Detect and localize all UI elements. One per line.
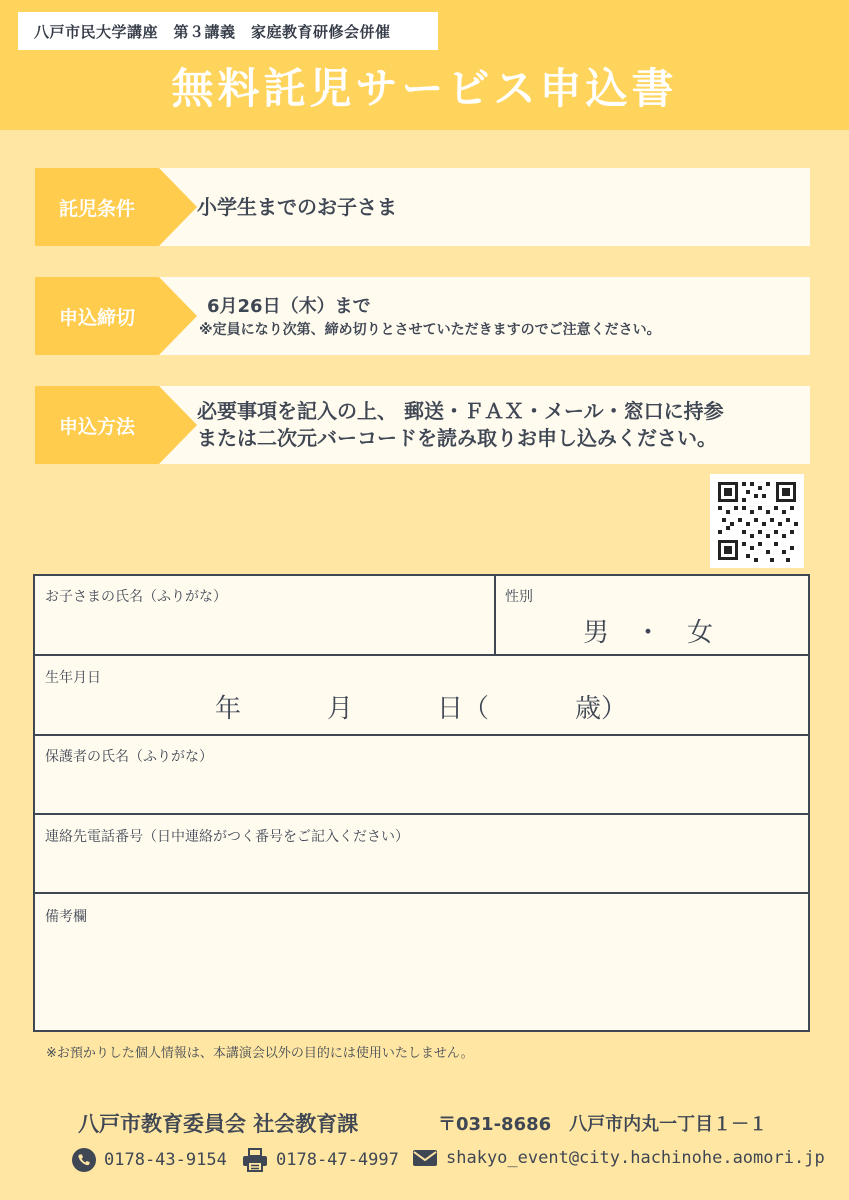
birth-year-unit: 年	[215, 694, 242, 724]
mail-icon	[412, 1148, 438, 1168]
method-line-1: 必要事項を記入の上、 郵送・ＦＡＸ・メール・窓口に持参	[197, 399, 724, 423]
qr-code[interactable]	[710, 474, 804, 568]
fax-icon	[242, 1148, 268, 1172]
privacy-note: ※お預かりした個人情報は、本講演会以外の目的には使用いたしません。	[46, 1046, 474, 1061]
event-subtitle: 八戸市民大学講座 第３講義 家庭教育研修会併催	[18, 12, 438, 50]
form-divider-3	[35, 813, 808, 815]
condition-tag: 託児条件	[35, 168, 159, 246]
method-tag-arrow	[159, 386, 197, 464]
info-row-deadline	[35, 277, 810, 355]
deadline-note: ※定員になり次第、締め切りとさせていただきますのでご注意ください。	[199, 321, 661, 338]
application-form	[33, 574, 810, 1032]
birth-day-unit: 日（	[437, 694, 490, 724]
email-contact	[412, 1148, 825, 1168]
form-divider-4	[35, 892, 808, 894]
birth-age-unit: 歳）	[575, 694, 628, 724]
gender-label: 性別	[505, 589, 533, 605]
organization-name: 八戸市教育委員会 社会教育課	[78, 1112, 359, 1136]
form-divider-2	[35, 734, 808, 736]
deadline-tag: 申込締切	[35, 277, 159, 355]
phone-label: 連絡先電話番号（日中連絡がつく番号をご記入ください）	[45, 829, 409, 845]
email-address[interactable]: shakyo_event@city.hachinohe.aomori.jp	[446, 1148, 825, 1168]
form-divider-vertical	[494, 576, 496, 654]
fax-number[interactable]: 0178-47-4997	[276, 1150, 399, 1170]
birth-month-unit: 月	[327, 694, 354, 724]
deadline-date: 6月26日（木）まで	[207, 295, 371, 317]
page-title: 無料託児サービス申込書	[171, 64, 678, 113]
birthdate-label: 生年月日	[45, 670, 101, 686]
guardian-name-label: 保護者の氏名（ふりがな）	[45, 749, 213, 765]
tel-contact	[72, 1148, 227, 1172]
remarks-label: 備考欄	[45, 909, 87, 925]
method-line-2: または二次元バーコードを読み取りお申し込みください。	[197, 426, 717, 450]
condition-tag-arrow	[159, 168, 197, 246]
condition-text: 小学生までのお子さま	[197, 194, 397, 219]
phone-icon	[72, 1148, 96, 1172]
organization-address: 〒031-8686 八戸市内丸一丁目１－１	[438, 1114, 768, 1135]
form-divider-1	[35, 654, 808, 656]
tel-number[interactable]: 0178-43-9154	[104, 1150, 227, 1170]
method-tag: 申込方法	[35, 386, 159, 464]
fax-contact	[242, 1148, 399, 1172]
child-name-label: お子さまの氏名（ふりがな）	[45, 589, 227, 605]
header-band	[0, 0, 849, 130]
deadline-tag-arrow	[159, 277, 197, 355]
info-row-method	[35, 386, 810, 464]
info-row-condition	[35, 168, 810, 246]
gender-options[interactable]: 男 ・ 女	[583, 618, 714, 648]
